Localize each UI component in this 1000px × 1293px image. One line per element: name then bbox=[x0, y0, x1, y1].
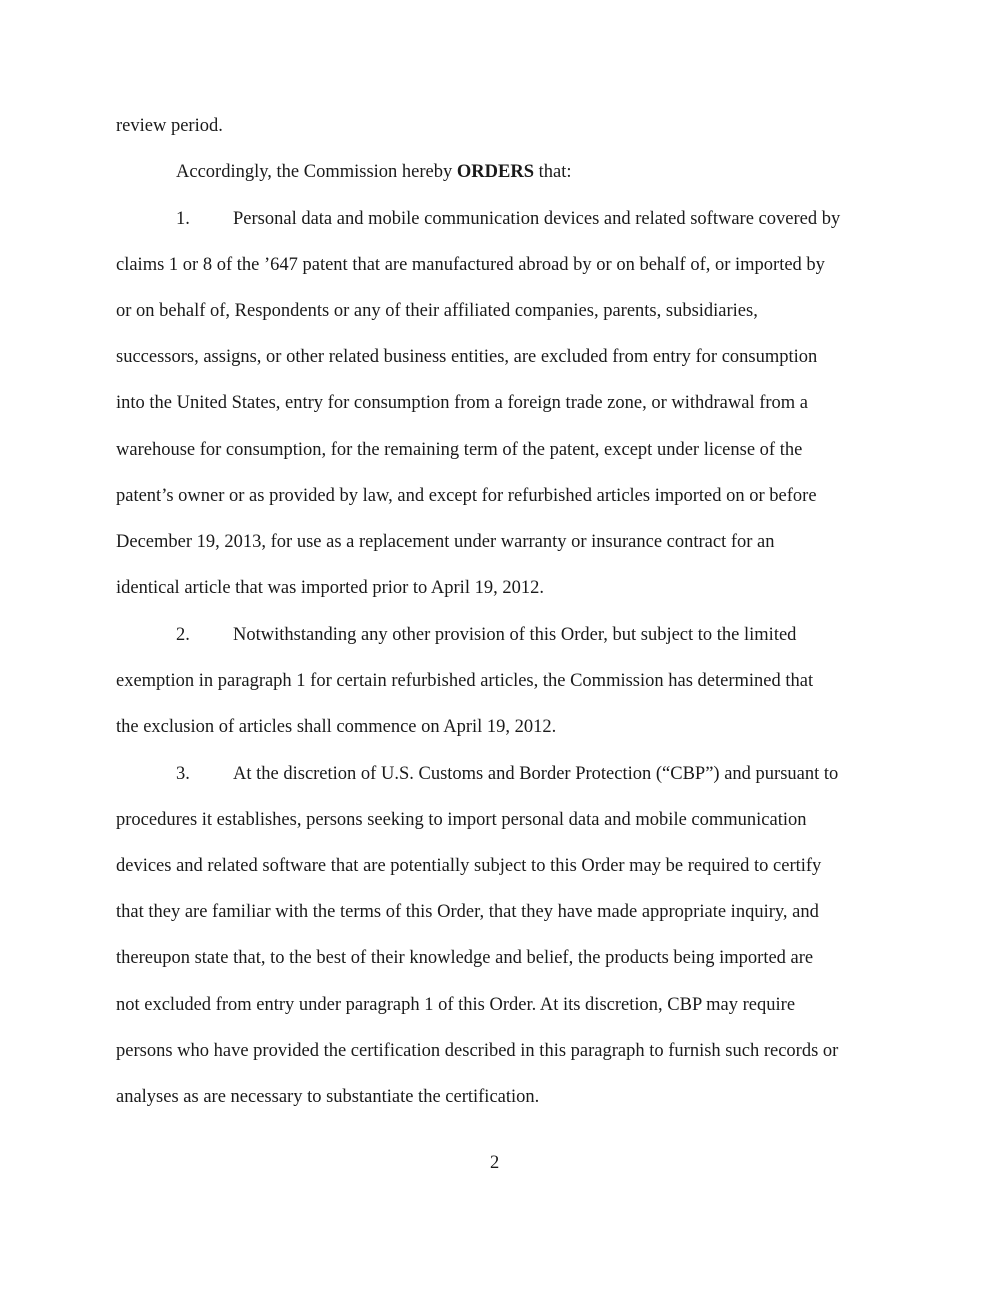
paragraph-2-line: exemption in paragraph 1 for certain refurbished articles, the Commission has determined that bbox=[116, 671, 814, 691]
paragraph-1-number: 1. bbox=[176, 209, 190, 229]
paragraph-2-number: 2. bbox=[176, 625, 190, 645]
paragraph-1-line: or on behalf of, Respondents or any of their affiliated companies, parents, subsidiaries, bbox=[116, 301, 758, 321]
paragraph-1-line: identical article that was imported prior to April 19, 2012. bbox=[116, 578, 544, 598]
paragraph-3-number: 3. bbox=[176, 764, 190, 784]
page-number: 2 bbox=[490, 1153, 500, 1173]
paragraph-3-line: that they are familiar with the terms of this Order, that they have made appropriate inquiry, and bbox=[116, 902, 819, 922]
paragraph-3-line: devices and related software that are potentially subject to this Order may be required to certify bbox=[116, 856, 822, 876]
orders-prefix: Accordingly, the Commission hereby bbox=[176, 162, 457, 182]
paragraph-1-line: into the United States, entry for consumption from a foreign trade zone, or withdrawal from a bbox=[116, 393, 809, 413]
paragraph-3-line: thereupon state that, to the best of their knowledge and belief, the products being imported are bbox=[116, 948, 814, 968]
orders-line bbox=[176, 161, 572, 183]
paragraph-1-line: claims 1 or 8 of the ’647 patent that are manufactured abroad by or on behalf of, or imported by bbox=[116, 255, 825, 275]
paragraph-1-line: patent’s owner or as provided by law, and except for refurbished articles imported on or before bbox=[116, 486, 817, 506]
orders-bold: ORDERS bbox=[456, 162, 534, 182]
paragraph-3-line: not excluded from entry under paragraph 1 of this Order. At its discretion, CBP may require bbox=[116, 995, 796, 1015]
paragraph-3-line: procedures it establishes, persons seeking to import personal data and mobile communication bbox=[116, 810, 807, 830]
paragraph-3-line: persons who have provided the certification described in this paragraph to furnish such records or bbox=[116, 1041, 839, 1061]
intro-line: review period. bbox=[116, 116, 223, 136]
paragraph-2-first-line: Notwithstanding any other provision of this Order, but subject to the limited bbox=[233, 625, 797, 645]
paragraph-1-line: successors, assigns, or other related business entities, are excluded from entry for consumption bbox=[116, 347, 818, 367]
paragraph-3-first-line: At the discretion of U.S. Customs and Border Protection (“CBP”) and pursuant to bbox=[233, 764, 839, 784]
orders-suffix: that: bbox=[534, 162, 572, 182]
paragraph-3-line: analyses as are necessary to substantiate the certification. bbox=[116, 1087, 540, 1107]
paragraph-2-line: the exclusion of articles shall commence on April 19, 2012. bbox=[116, 717, 557, 737]
paragraph-1-first-line: Personal data and mobile communication devices and related software covered by bbox=[233, 209, 841, 229]
paragraph-1-line: December 19, 2013, for use as a replacement under warranty or insurance contract for an bbox=[116, 532, 775, 552]
paragraph-1-line: warehouse for consumption, for the remaining term of the patent, except under license of the bbox=[116, 440, 803, 460]
